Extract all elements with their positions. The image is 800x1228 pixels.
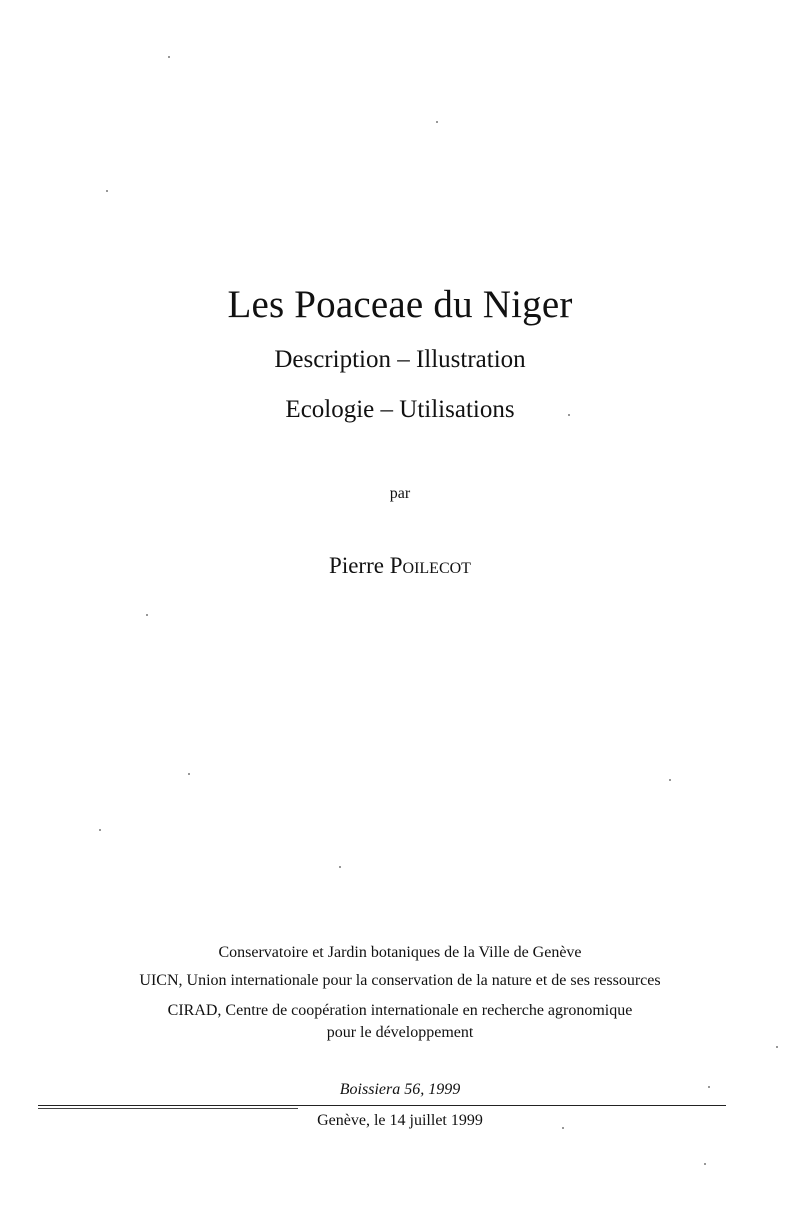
author-name — [0, 553, 800, 579]
by-word: par — [389, 485, 411, 502]
scan-speck — [168, 56, 170, 58]
scan-speck — [106, 190, 108, 192]
scan-speck — [339, 866, 341, 868]
publication-date: Genève, le 14 juillet 1999 — [317, 1112, 483, 1129]
scan-speck — [776, 1046, 778, 1048]
scan-speck — [708, 1086, 710, 1088]
scan-speck — [669, 779, 671, 781]
scan-speck — [704, 1163, 706, 1165]
author-first-name: Pierre — [329, 553, 384, 578]
institution-line-1: Conservatoire et Jardin botaniques de la Ville de Genève — [218, 944, 582, 961]
institution-line-3: CIRAD, Centre de coopération internationale en recherche agronomique — [167, 1002, 633, 1019]
scan-speck — [568, 414, 570, 416]
scan-speck — [436, 121, 438, 123]
scan-speck — [99, 829, 101, 831]
scan-speck — [188, 773, 190, 775]
scan-speck — [562, 1127, 564, 1129]
author-last-name: Poilecot — [389, 553, 471, 578]
series-citation: Boissiera 56, 1999 — [339, 1081, 461, 1098]
divider-rule — [38, 1105, 726, 1106]
book-title: Les Poaceae du Niger — [227, 283, 573, 326]
subtitle-line-1: Description – Illustration — [274, 346, 526, 373]
scan-speck — [146, 614, 148, 616]
subtitle-line-2: Ecologie – Utilisations — [285, 396, 515, 423]
institution-line-2: UICN, Union internationale pour la conservation de la nature et de ses ressources — [139, 972, 661, 989]
divider-rule-secondary — [38, 1108, 298, 1109]
institution-line-4: pour le développement — [326, 1024, 474, 1041]
